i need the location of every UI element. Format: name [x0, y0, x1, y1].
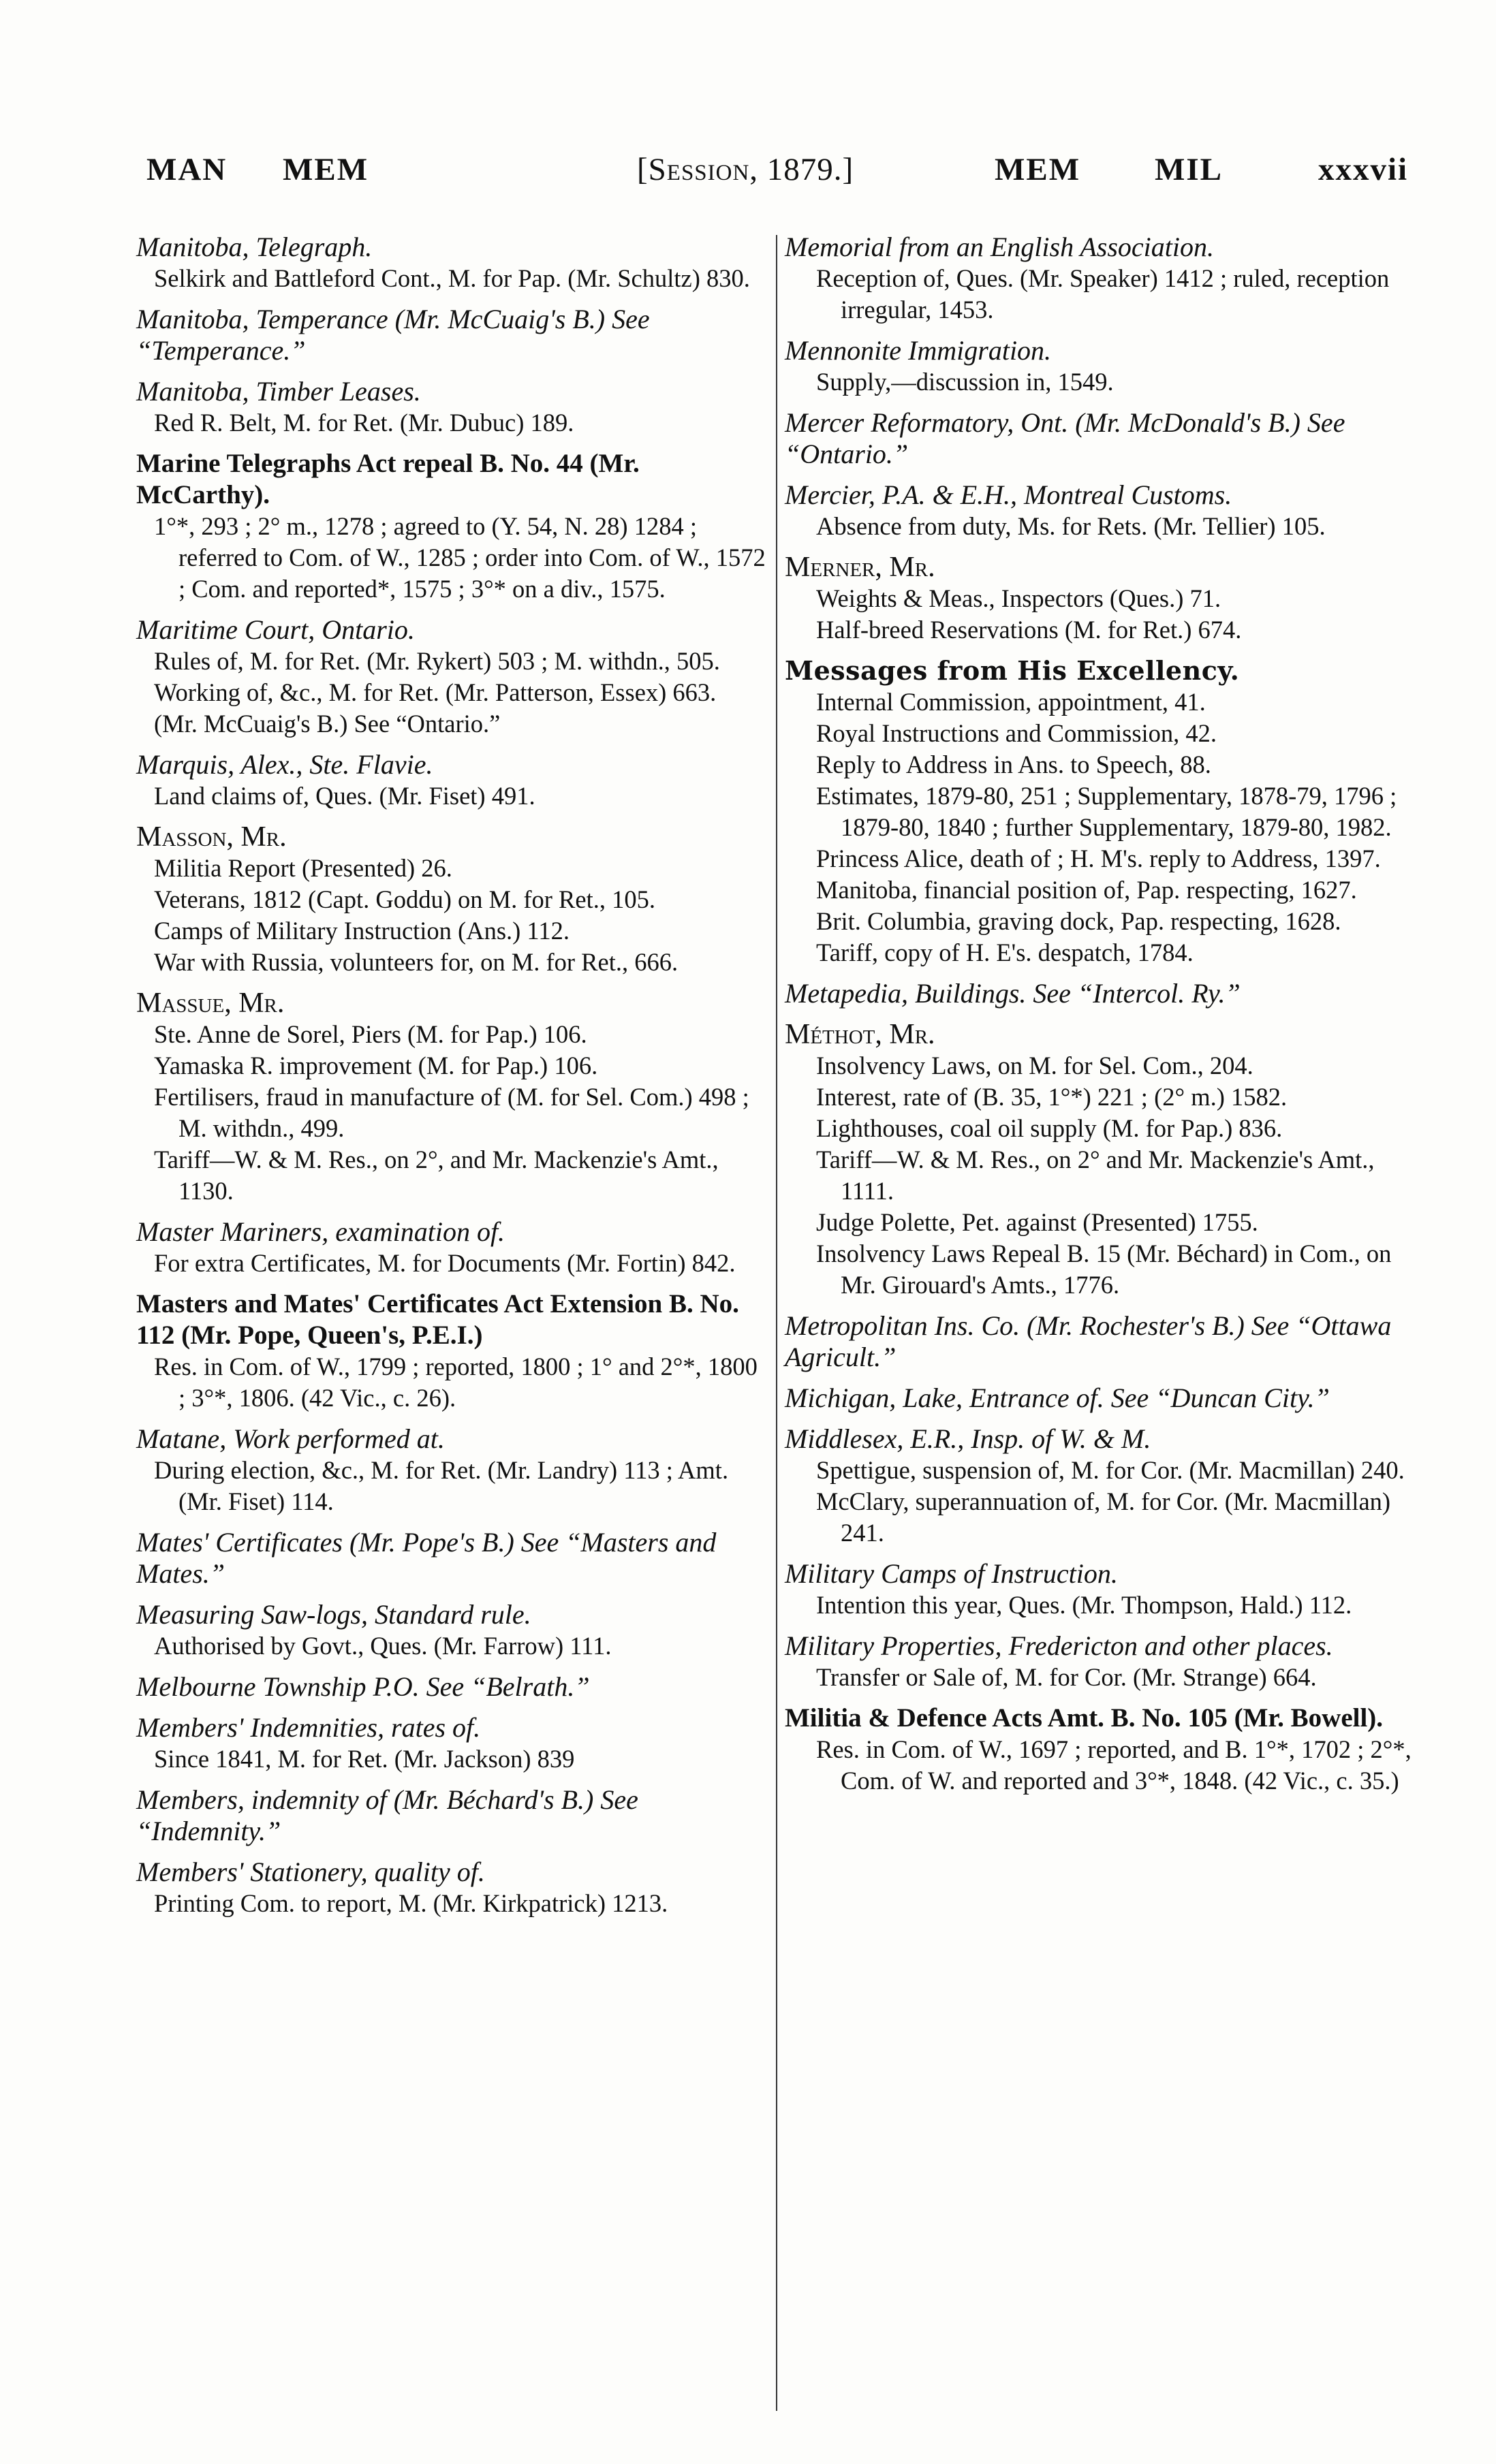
running-header	[146, 151, 1414, 199]
entry-heading: Marquis, Alex., Ste. Flavie.	[136, 749, 433, 780]
entry-heading: Members, indemnity of (Mr. Béchard's B.) See “Indemnity.”	[136, 1784, 638, 1846]
index-entry	[785, 1558, 1418, 1621]
entry-line: Camps of Military Instruction (Ans.) 112.	[154, 917, 570, 945]
index-entry	[136, 448, 768, 605]
index-entry	[785, 1423, 1418, 1549]
entry-line: For extra Certificates, M. for Documents (Mr. Fortin) 842.	[154, 1249, 736, 1277]
entry-heading: Metapedia, Buildings. See “Intercol. Ry.”	[785, 978, 1241, 1009]
entry-heading: Military Properties, Fredericton and other places.	[785, 1630, 1333, 1661]
entry-line: Militia Report (Presented) 26.	[154, 854, 452, 882]
entry-line: Insolvency Laws Repeal B. 15 (Mr. Béchard) in Com., on Mr. Girouard's Amts., 1776.	[816, 1239, 1392, 1299]
entry-line: Printing Com. to report, M. (Mr. Kirkpatrick) 1213.	[154, 1889, 668, 1917]
index-entry	[136, 1216, 768, 1279]
header-guide-left-2: MEM	[283, 152, 369, 187]
entry-line: Rules of, M. for Ret. (Mr. Rykert) 503 ; M. withdn., 505.	[154, 647, 720, 675]
index-entry	[785, 655, 1418, 968]
entry-heading: Masters and Mates' Certificates Act Extension B. No. 112 (Mr. Pope, Queen's, P.E.I.)	[136, 1289, 739, 1350]
index-entry	[136, 1423, 768, 1517]
entry-line: Res. in Com. of W., 1697 ; reported, and B. 1°*, 1702 ; 2°*, Com. of W. and reported and 3°*, 1848. (42 Vic., c. 35.)	[816, 1735, 1412, 1795]
index-entry	[785, 1630, 1418, 1693]
entry-heading: Mercer Reformatory, Ont. (Mr. McDonald's B.) See “Ontario.”	[785, 407, 1345, 469]
entry-line: Yamaska R. improvement (M. for Pap.) 106.	[154, 1052, 598, 1079]
entry-line: Intention this year, Ques. (Mr. Thompson, Hald.) 112.	[816, 1591, 1352, 1619]
index-entry	[785, 232, 1418, 326]
entry-heading: Manitoba, Telegraph.	[136, 232, 373, 262]
entry-line: During election, &c., M. for Ret. (Mr. Landry) 113 ; Amt. (Mr. Fiset) 114.	[154, 1456, 729, 1515]
index-entry	[785, 1310, 1418, 1373]
entry-line: McClary, superannuation of, M. for Cor. (Mr. Macmillan) 241.	[816, 1487, 1391, 1547]
index-entry	[136, 614, 768, 740]
entry-line: Tariff—W. & M. Res., on 2° and Mr. Mackenzie's Amt., 1111.	[816, 1146, 1375, 1205]
entry-heading: Manitoba, Temperance (Mr. McCuaig's B.) See “Temperance.”	[136, 304, 650, 366]
index-entry	[136, 1527, 768, 1590]
entry-line: Supply,—discussion in, 1549.	[816, 368, 1114, 396]
entry-line: Authorised by Govt., Ques. (Mr. Farrow) 111.	[154, 1632, 612, 1660]
index-entry	[136, 1289, 768, 1414]
entry-line: Half-breed Reservations (M. for Ret.) 674.	[816, 616, 1242, 644]
entry-line: Weights & Meas., Inspectors (Ques.) 71.	[816, 584, 1221, 612]
index-entry	[785, 1383, 1418, 1414]
entry-line: Princess Alice, death of ; H. M's. reply to Address, 1397.	[816, 844, 1381, 872]
entry-heading: Merner, Mr.	[785, 552, 935, 583]
entry-line: Reception of, Ques. (Mr. Speaker) 1412 ; ruled, reception irregular, 1453.	[816, 264, 1390, 323]
entry-heading: Manitoba, Timber Leases.	[136, 376, 421, 407]
entry-heading: Maritime Court, Ontario.	[136, 614, 415, 645]
entry-heading: Mates' Certificates (Mr. Pope's B.) See “Masters and Mates.”	[136, 1527, 717, 1589]
entry-heading: Military Camps of Instruction.	[785, 1558, 1118, 1589]
entry-heading: Middlesex, E.R., Insp. of W. & M.	[785, 1423, 1151, 1454]
entry-heading: Marine Telegraphs Act repeal B. No. 44 (Mr. McCarthy).	[136, 449, 640, 509]
entry-line: Reply to Address in Ans. to Speech, 88.	[816, 751, 1211, 778]
entry-line: Red R. Belt, M. for Ret. (Mr. Dubuc) 189.	[154, 409, 574, 437]
index-entry	[136, 988, 768, 1207]
right-column	[785, 232, 1418, 1806]
entry-heading: Melbourne Township P.O. See “Belrath.”	[136, 1671, 590, 1702]
header-guide-right-2: MIL	[1155, 152, 1223, 187]
entry-line: Absence from duty, Ms. for Rets. (Mr. Tellier) 105.	[816, 512, 1326, 540]
header-guide-left-1: MAN	[146, 152, 228, 187]
entry-line: Res. in Com. of W., 1799 ; reported, 1800 ; 1° and 2°*, 1800 ; 3°*, 1806. (42 Vic., c. 26).	[154, 1353, 758, 1412]
entry-heading: Members' Stationery, quality of.	[136, 1857, 485, 1887]
index-entry	[136, 232, 768, 294]
entry-line: Lighthouses, coal oil supply (M. for Pap.) 836.	[816, 1114, 1283, 1142]
entry-line: Spettigue, suspension of, M. for Cor. (Mr. Macmillan) 240.	[816, 1456, 1405, 1484]
entry-line: Internal Commission, appointment, 41.	[816, 688, 1206, 716]
entry-line: Ste. Anne de Sorel, Piers (M. for Pap.) 106.	[154, 1020, 587, 1048]
entry-line: Manitoba, financial position of, Pap. respecting, 1627.	[816, 876, 1357, 904]
entry-line: Working of, &c., M. for Ret. (Mr. Patterson, Essex) 663.	[154, 678, 717, 706]
index-entry	[136, 1599, 768, 1662]
entry-line: Royal Instructions and Commission, 42.	[816, 719, 1217, 747]
index-entry	[785, 1019, 1418, 1301]
entry-heading: Messages from His Excellency.	[785, 655, 1240, 686]
entry-heading: Mennonite Immigration.	[785, 335, 1052, 366]
entry-line: Interest, rate of (B. 35, 1°*) 221 ; (2° m.) 1582.	[816, 1083, 1288, 1111]
index-entry	[136, 1671, 768, 1703]
index-entry	[785, 479, 1418, 542]
page-number: xxxvii	[1318, 152, 1409, 187]
entry-line: Transfer or Sale of, M. for Cor. (Mr. Strange) 664.	[816, 1663, 1317, 1691]
entry-line: Since 1841, M. for Ret. (Mr. Jackson) 839	[154, 1745, 575, 1773]
entry-heading: Measuring Saw-logs, Standard rule.	[136, 1599, 531, 1630]
index-entry	[136, 304, 768, 366]
entry-line: Fertilisers, fraud in manufacture of (M. for Sel. Com.) 498 ; M. withdn., 499.	[154, 1083, 749, 1142]
index-entry	[136, 1784, 768, 1847]
entry-heading: Mercier, P.A. & E.H., Montreal Customs.	[785, 479, 1232, 510]
index-entry	[785, 407, 1418, 470]
index-entry	[136, 1857, 768, 1919]
entry-line: Insolvency Laws, on M. for Sel. Com., 204.	[816, 1052, 1253, 1079]
entry-heading: Michigan, Lake, Entrance of. See “Duncan City.”	[785, 1383, 1330, 1413]
entry-heading: Matane, Work performed at.	[136, 1423, 445, 1454]
index-entry	[785, 552, 1418, 646]
entry-line: War with Russia, volunteers for, on M. for Ret., 666.	[154, 948, 679, 976]
entry-heading: Memorial from an English Association.	[785, 232, 1214, 262]
entry-heading: Militia & Defence Acts Amt. B. No. 105 (Mr. Bowell).	[785, 1703, 1384, 1733]
column-divider	[776, 235, 777, 2411]
entry-heading: Members' Indemnities, rates of.	[136, 1712, 481, 1743]
index-entry	[136, 821, 768, 978]
entry-line: Selkirk and Battleford Cont., M. for Pap. (Mr. Schultz) 830.	[154, 264, 750, 292]
entry-line: (Mr. McCuaig's B.) See “Ontario.”	[154, 710, 501, 738]
index-entry	[785, 335, 1418, 398]
left-column	[136, 232, 768, 1929]
index-entry	[136, 1712, 768, 1775]
index-entry	[136, 749, 768, 812]
entry-heading: Masson, Mr.	[136, 821, 287, 853]
entry-line: Judge Polette, Pet. against (Presented) 1755.	[816, 1208, 1258, 1236]
entry-line: 1°*, 293 ; 2° m., 1278 ; agreed to (Y. 54, N. 28) 1284 ; referred to Com. of W., 1285 ; order into Com. of W., 1572 ; Com. and reported*, 1575 ; 3°* on a div., 1575.	[154, 512, 766, 603]
header-session: [Session, 1879.]	[637, 152, 854, 187]
entry-heading: Massue, Mr.	[136, 988, 285, 1019]
entry-line: Tariff, copy of H. E's. despatch, 1784.	[816, 938, 1194, 966]
index-entry	[136, 376, 768, 439]
entry-heading: Metropolitan Ins. Co. (Mr. Rochester's B.) See “Ottawa Agricult.”	[785, 1310, 1392, 1372]
header-guide-right-1: MEM	[995, 152, 1081, 187]
index-entry	[785, 1703, 1418, 1797]
entry-line: Veterans, 1812 (Capt. Goddu) on M. for Ret., 105.	[154, 885, 655, 913]
entry-line: Land claims of, Ques. (Mr. Fiset) 491.	[154, 782, 535, 810]
entry-heading: Méthot, Mr.	[785, 1019, 935, 1050]
index-entry	[785, 978, 1418, 1009]
entry-line: Estimates, 1879-80, 251 ; Supplementary, 1878-79, 1796 ; 1879-80, 1840 ; further Supplementary, 1879-80, 1982.	[816, 782, 1397, 841]
entry-heading: Master Mariners, examination of.	[136, 1216, 505, 1247]
entry-line: Tariff—W. & M. Res., on 2°, and Mr. Mackenzie's Amt., 1130.	[154, 1146, 719, 1205]
entry-line: Brit. Columbia, graving dock, Pap. respecting, 1628.	[816, 907, 1341, 935]
